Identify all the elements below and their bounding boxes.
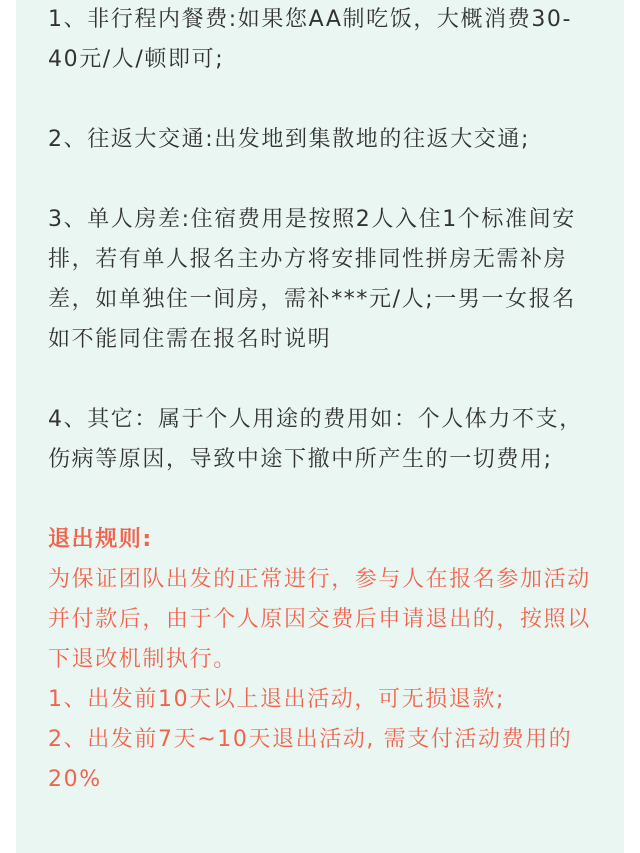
- spacer: [48, 160, 596, 200]
- excluded-item-single-room: 3、单人房差:住宿费用是按照2人入住1个标准间安排，若有单人报名主办方将安排同性拼房无需补房差，如单独住一间房，需补***元/人;一男一女报名如不能同住需在报名时说明: [48, 207, 576, 352]
- refund-rule-10-days: 1、出发前10天以上退出活动，可无损退款;: [48, 687, 506, 712]
- excluded-item-transport: 2、往返大交通:出发地到集散地的往返大交通;: [48, 127, 531, 152]
- spacer: [48, 360, 596, 400]
- excluded-item-other: 4、其它：属于个人用途的费用如：个人体力不支，伤病等原因，导致中途下撤中所产生的一切费用;: [48, 407, 583, 472]
- content-panel: [16, 0, 624, 853]
- spacer: [48, 80, 596, 120]
- refund-rule-7-10-days: 2、出发前7天~10天退出活动, 需支付活动费用的20%: [48, 727, 573, 792]
- article-body: [48, 0, 596, 800]
- refund-rules-heading: 退出规则:: [48, 527, 153, 552]
- excluded-item-meals: 1、非行程内餐费:如果您AA制吃饭，大概消费30-40元/人/顿即可;: [48, 7, 573, 72]
- spacer: [48, 480, 596, 520]
- refund-intro: 为保证团队出发的正常进行，参与人在报名参加活动并付款后，由于个人原因交费后申请退出的，按照以下退改机制执行。: [48, 567, 591, 672]
